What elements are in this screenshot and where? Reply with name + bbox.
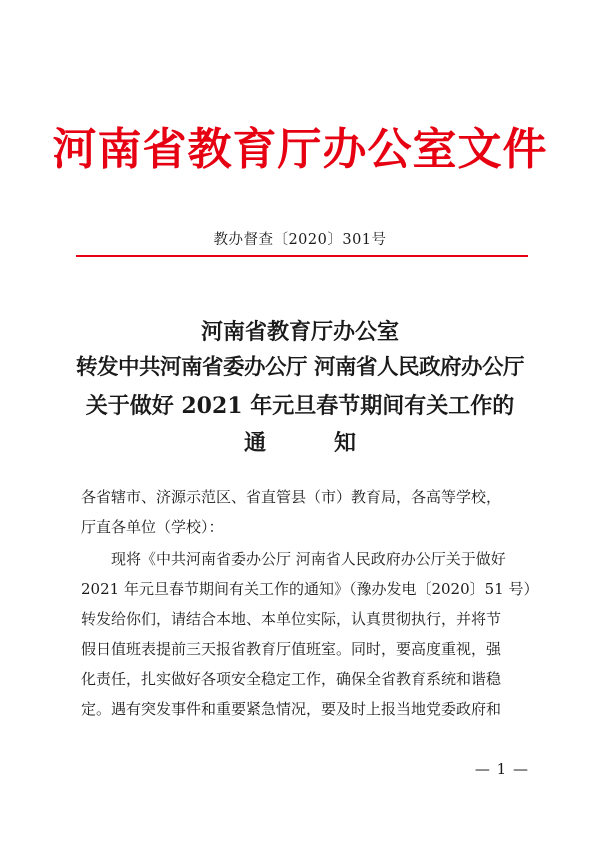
- paragraph-line: 现将《中共河南省委办公厅 河南省人民政府办公厅关于做好: [81, 550, 506, 568]
- paragraph-line: 化责任，扎实做好各项安全稳定工作，确保全省教育系统和谐稳: [81, 670, 502, 688]
- document-number: 教办督查〔2020〕301号: [213, 232, 387, 248]
- salutation-line-1: 各省辖市、济源示范区、省直管县（市）教育局，各高等学校，: [81, 488, 502, 506]
- paragraph-line: 2021 年元旦春节期间有关工作的通知》（豫办发电〔2020〕51 号）: [81, 580, 539, 598]
- page-number: — 1 —: [474, 760, 529, 778]
- notice-title-line-4: 通知: [243, 430, 424, 456]
- document-header-title: 河南省教育厅办公室文件: [52, 124, 548, 175]
- notice-title-line-2: 转发中共河南省委办公厅 河南省人民政府办公厅: [76, 355, 524, 380]
- red-divider-line: [76, 255, 528, 257]
- paragraph-line: 定。遇有突发事件和重要紧急情况，要及时上报当地党委政府和: [81, 700, 502, 718]
- notice-title-line-3: 关于做好 2021 年元旦春节期间有关工作的: [85, 393, 515, 419]
- paragraph-line: 转发给你们，请结合本地、本单位实际，认真贯彻执行，并将节: [81, 610, 502, 628]
- notice-title-line-1: 河南省教育厅办公室: [200, 319, 399, 345]
- salutation-line-2: 厅直各单位（学校）：: [81, 518, 224, 536]
- paragraph-line: 假日值班表提前三天报省教育厅值班室。同时，要高度重视，强: [81, 640, 502, 658]
